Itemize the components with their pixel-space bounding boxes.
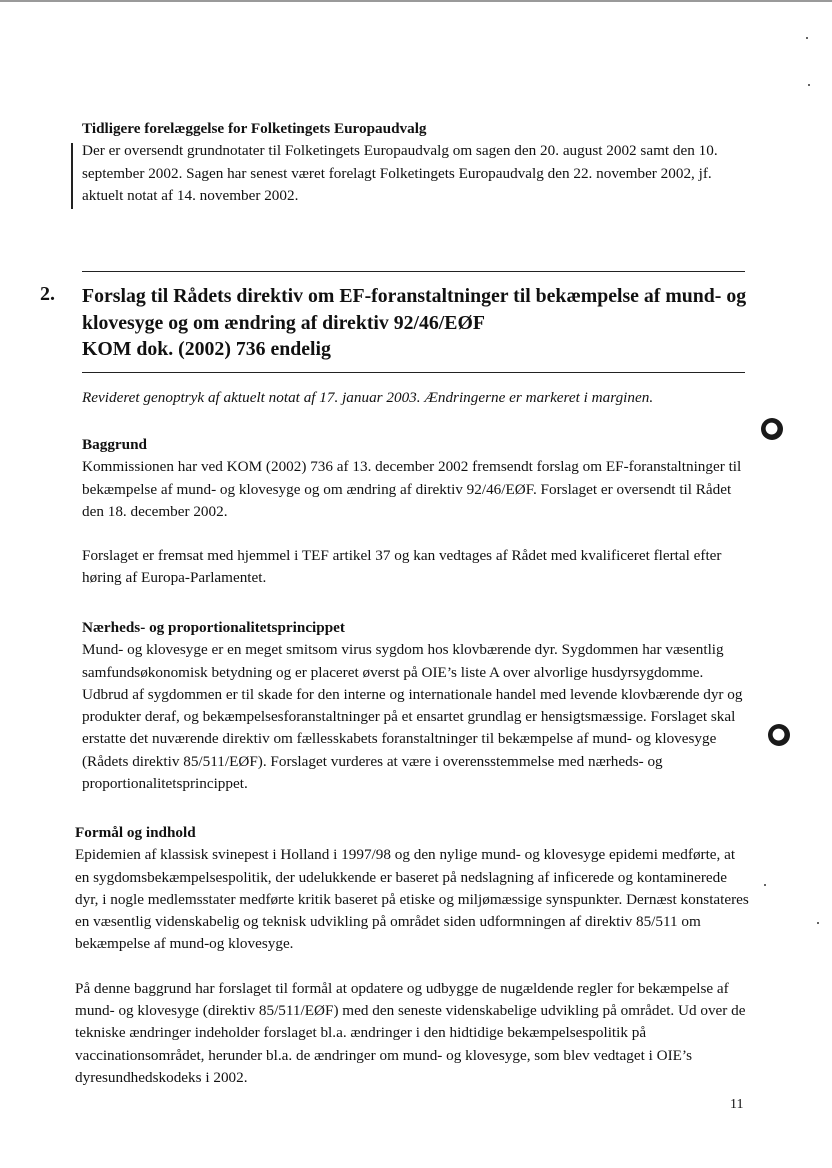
purpose-heading: Formål og indhold (75, 824, 196, 841)
scan-speck (764, 884, 766, 886)
margin-change-circle-icon (768, 724, 790, 746)
earlier-presentation-section (82, 118, 752, 207)
background-heading: Baggrund (82, 436, 147, 453)
purpose-section (75, 822, 752, 1089)
scan-speck (817, 922, 819, 924)
earlier-presentation-heading: Tidligere forelæggelse for Folketingets Europaudvalg (82, 120, 427, 137)
revised-reprint-note: Revideret genoptryk af aktuelt notat af 17. januar 2003. Ændringerne er markeret i marginen. (82, 389, 654, 406)
margin-change-circle-icon (761, 418, 783, 440)
proportionality-text: Mund- og klovesyge er en meget smitsom virus sygdom hos klovbærende dyr. Sygdommen har væsentlig samfundsøkonomisk betydning og er placeret øverst på OIE’s liste A over alvorlige husdyrsygdomme. Udbrud af sygdommen er til skade for den interne og internationale handel med levende klovbærende dyr og produkter deraf, og bekæmpelsesforanstaltninger på et ensartet grundlag er hensigtsmæssige. Forslaget skal erstatte det nuværende direktiv om fællesskabets foranstaltninger til bekæmpelse af mund- og klovesyge (Rådets direktiv 85/511/EØF). Forslaget vurderes at være i overensstemmelse med nærheds- og proportionalitetsprincippet. (82, 641, 743, 793)
section-number: 2. (40, 283, 55, 305)
proportionality-section (82, 617, 752, 795)
page-number: 11 (730, 1097, 744, 1112)
background-section (82, 434, 752, 590)
title-rule-top (82, 271, 745, 272)
background-paragraph-1: Kommissionen har ved KOM (2002) 736 af 13. december 2002 fremsendt forslag om EF-foranstaltninger til bekæmpelse af mund- og klovesyge og om ændring af direktiv 92/46/EØF. Forslaget er oversendt til Rådet den 18. december 2002. (82, 458, 742, 520)
title-rule-bottom (82, 372, 745, 373)
top-edge-line (0, 0, 832, 2)
section-title (82, 283, 752, 363)
scan-speck (808, 84, 810, 86)
section-title-line-1: Forslag til Rådets direktiv om EF-foranstaltninger til bekæmpelse af mund- og (82, 285, 747, 307)
purpose-paragraph-2: På denne baggrund har forslaget til formål at opdatere og udbygge de nugældende regler for bekæmpelse af mund- og klovesyge (direktiv 85/511/EØF) med den seneste videnskabelige udvikling på området. Ud over de tekniske ændringer indeholder forslaget bl.a. ændringer i den hidtidige bekæmpelsespolitik på vaccinationsområdet, herunder bl.a. de ændringer om mund- og klovesyge, som blev vedtaget i OIE’s dyresundhedskodeks i 2002. (75, 979, 746, 1086)
section-title-line-3: KOM dok. (2002) 736 endelig (82, 338, 331, 360)
purpose-paragraph-1: Epidemien af klassisk svinepest i Holland i 1997/98 og den nylige mund- og klovesyge epidemi medførte, at en sygdomsbekæmpelsespolitik, der udelukkende er baseret på nedslagning af inficerede og kontaminerede dyr, i nogle medlemsstater medførte kritik baseret på etiske og miljømæssige synspunkter. Dernæst konstateres en væsentlig videnskabelig og teknisk udvikling på området siden udformningen af direktiv 85/511 om bekæmpelse af mund-og klovesyge. (75, 846, 749, 953)
section-title-line-2: klovesyge og om ændring af direktiv 92/46/EØF (82, 311, 485, 334)
earlier-presentation-text: Der er oversendt grundnotater til Folketingets Europaudvalg om sagen den 20. august 2002 samt den 10. september 2002. Sagen har senest været forelagt Folketingets Europaudvalg den 22. november 2002, jf. aktuelt notat af 14. november 2002. (82, 142, 718, 204)
background-paragraph-2: Forslaget er fremsat med hjemmel i TEF artikel 37 og kan vedtages af Rådet med kvalificeret flertal efter høring af Europa-Parlamentet. (82, 547, 722, 587)
proportionality-heading: Nærheds- og proportionalitetsprincippet (82, 619, 345, 636)
scan-speck (806, 37, 808, 39)
change-marker-bar (71, 143, 73, 209)
